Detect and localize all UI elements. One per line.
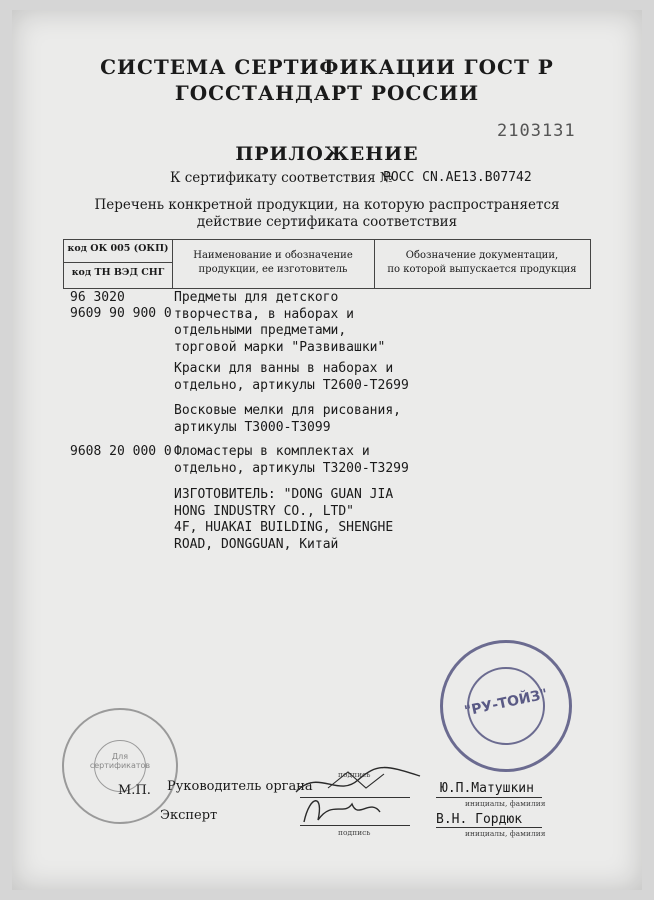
okp-code-header: код ОК 005 (ОКП) xyxy=(67,243,169,254)
head-name-line xyxy=(436,797,542,798)
expert-name: В.Н. Гордюк xyxy=(436,812,523,827)
left-stamp-text: Для сертификатов xyxy=(89,752,151,770)
product-name-header-line1: Наименование и обозначение xyxy=(193,250,353,261)
product-description: Краски для ванны в наборах и отдельно, артикулы Т2600-Т2699 xyxy=(174,361,409,393)
tn-ved-code-header: код ТН ВЭД СНГ xyxy=(71,267,165,278)
certificate-label: К сертификату соответствия № xyxy=(170,170,393,186)
product-description: Фломастеры в комплектах и отдельно, артикулы Т3200-Т3299 xyxy=(174,444,409,476)
product-description: Восковые мелки для рисования, артикулы Т3000-Т3099 xyxy=(174,403,401,435)
list-header-line2: действие сертификата соответствия xyxy=(196,214,458,230)
agency-header: ГОССТАНДАРТ РОССИИ xyxy=(174,81,480,105)
product-name-header-line2: продукции, ее изготовитель xyxy=(198,264,348,275)
head-of-body-name: Ю.П.Матушкин xyxy=(440,781,534,796)
certificate-number: РОСС CN.АЕ13.В07742 xyxy=(383,170,532,185)
page-title: ПРИЛОЖЕНИЕ xyxy=(235,143,419,165)
documentation-header-line1: Обозначение документации, xyxy=(405,250,559,261)
list-header-line1: Перечень конкретной продукции, на которую распространяется xyxy=(94,197,560,213)
expert-name-line xyxy=(436,827,542,828)
expert-signature xyxy=(296,790,386,830)
manufacturer-info: ИЗГОТОВИТЕЛЬ: "DONG GUAN JIA HONG INDUSTRY CO., LTD" 4F, HUAKAI BUILDING, SHENGHE ROAD, DONGGUAN, Китай xyxy=(174,487,394,552)
tn-ved-code: 9609 90 900 0 xyxy=(70,306,172,321)
ru-toys-stamp xyxy=(440,640,572,772)
documentation-header xyxy=(376,249,588,277)
signature-caption: подпись xyxy=(338,828,371,837)
okp-code: 96 3020 xyxy=(70,290,125,305)
name-caption: инициалы, фамилия xyxy=(465,829,546,838)
expert-label: Эксперт xyxy=(160,808,218,823)
right-stamp-text: "РУ-ТОЙЗ" xyxy=(462,686,550,720)
product-description: Предметы для детского творчества, в наборах и отдельными предметами, торговой марки "Развивашки" xyxy=(174,290,386,355)
system-header: СИСТЕМА СЕРТИФИКАЦИИ ГОСТ Р xyxy=(100,55,554,79)
product-name-header xyxy=(174,249,372,277)
signature-caption: подпись xyxy=(338,770,371,779)
seal-mark: М.П. xyxy=(118,783,151,798)
documentation-header-line2: по которой выпускается продукция xyxy=(387,264,577,275)
name-caption: инициалы, фамилия xyxy=(465,799,546,808)
product-table-header xyxy=(63,239,591,289)
certification-body-stamp xyxy=(62,708,178,824)
registration-number: 2103131 xyxy=(497,121,576,141)
head-of-body-label: Руководитель органа xyxy=(167,779,313,794)
tn-ved-code: 9608 20 000 0 xyxy=(70,444,172,459)
